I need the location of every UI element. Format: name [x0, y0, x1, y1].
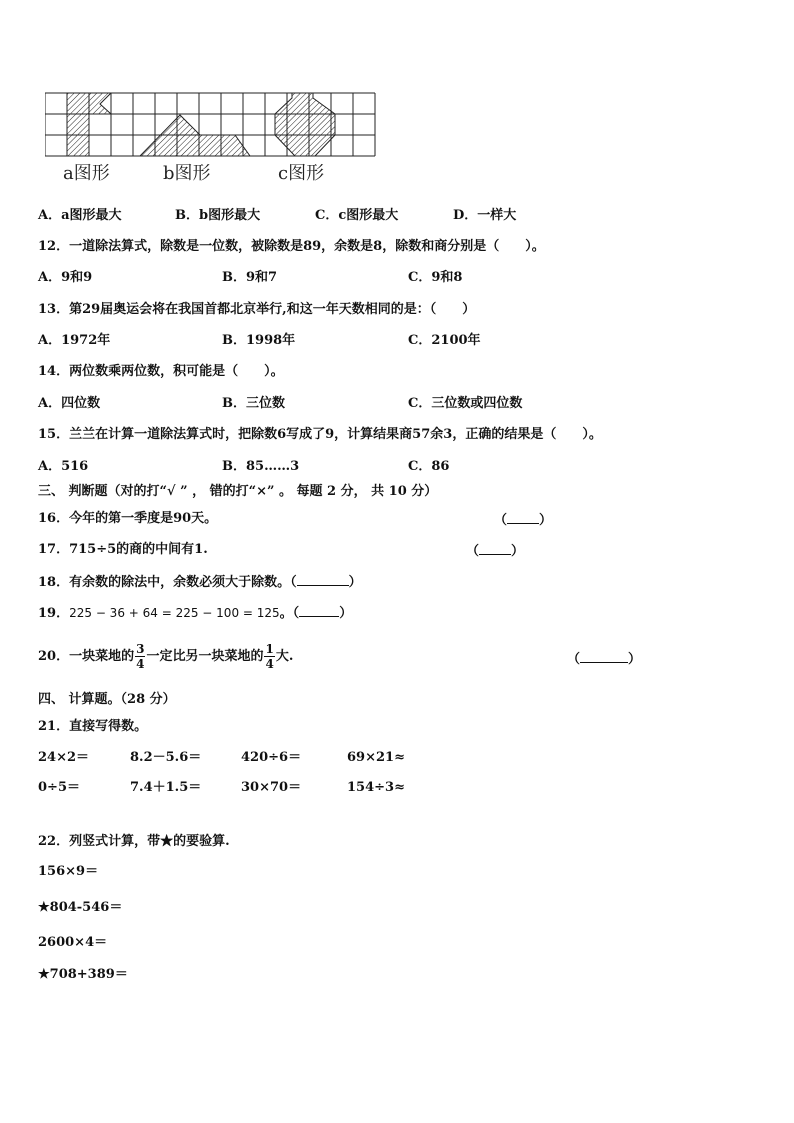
q17-paren-close: ）	[511, 544, 525, 559]
q20-blank-line[interactable]	[580, 650, 628, 663]
shapes-grid-figure	[45, 88, 385, 160]
q21-item: 420÷6＝	[241, 750, 302, 765]
q12-stem: 12．一道除法算式，除数是一位数，被除数是89，余数是8，除数和商分别是（ ）。	[38, 239, 545, 254]
q20-frac1-den: 4	[136, 657, 145, 671]
section3-title: 三、 判断题（对的打“√ ” ， 错的打“×” 。 每题 2 分， 共 10 分）	[38, 484, 438, 499]
q20-part2: 一定比另一块菜地的	[146, 649, 264, 664]
shape-a-tab	[89, 93, 111, 114]
q21-item: 30×70＝	[241, 780, 302, 795]
q22-item: ★804-546＝	[38, 900, 123, 915]
q21-item: 0÷5＝	[38, 780, 80, 795]
q20-answer-blank[interactable]	[567, 650, 641, 668]
q11-option-a[interactable]: A．a图形最大	[38, 208, 122, 223]
q14-option-b[interactable]: B．三位数	[222, 396, 285, 411]
q19-row	[38, 604, 352, 622]
q15-stem: 15．兰兰在计算一道除法算式时，把除数6写成了9，计算结果商57余3，正确的结果是（ ）。	[38, 427, 602, 442]
q21-stem: 21．直接写得数。	[38, 719, 148, 734]
q19-blank-line[interactable]	[299, 604, 339, 617]
shape-a	[67, 93, 89, 156]
q20-paren-close: ）	[628, 652, 642, 667]
q14-option-a[interactable]: A．四位数	[38, 396, 101, 411]
q12-option-b[interactable]: B．9和7	[222, 270, 278, 285]
figure-label-a: a图形	[63, 163, 110, 184]
q16-paren-open: （	[494, 513, 508, 528]
q11-option-c[interactable]: C．c图形最大	[315, 208, 399, 223]
q21-item: 24×2＝	[38, 750, 90, 765]
q17-paren-open: （	[466, 544, 480, 559]
q16-blank-line[interactable]	[507, 511, 539, 524]
q18-blank-line[interactable]	[297, 573, 349, 586]
q22-item: 156×9＝	[38, 864, 99, 879]
q14-option-c[interactable]: C．三位数或四位数	[408, 396, 523, 411]
q19-expression: 225 − 36 + 64 = 225 − 100 = 125	[69, 606, 280, 620]
q11-option-d[interactable]: D．一样大	[453, 208, 517, 223]
q15-option-c[interactable]: C．86	[408, 459, 450, 474]
q18-text: 18．有余数的除法中，余数必须大于除数。（	[38, 575, 297, 590]
q20-paren-open: （	[567, 652, 581, 667]
q20-part3: 大.	[275, 649, 294, 664]
q17-text: 17．715÷5的商的中间有1.	[38, 542, 208, 557]
q21-item: 69×21≈	[347, 750, 405, 765]
q13-option-a[interactable]: A．1972年	[38, 333, 111, 348]
figure-label-b: b图形	[163, 163, 211, 184]
q18-paren-close: ）	[348, 575, 362, 590]
q17-blank-line[interactable]	[479, 542, 511, 555]
q13-stem: 13．第29届奥运会将在我国首都北京举行,和这一年天数相同的是：（ ）	[38, 302, 476, 317]
q17-answer-blank[interactable]	[466, 542, 524, 560]
q14-stem: 14．两位数乘两位数，积可能是（ ）。	[38, 364, 284, 379]
q13-option-c[interactable]: C．2100年	[408, 333, 481, 348]
q16-paren-close: ）	[539, 513, 553, 528]
figure-label-c: c图形	[278, 163, 325, 184]
q20-part1: 20．一块菜地的	[38, 649, 135, 664]
q19-tail: 。（	[279, 606, 300, 621]
shape-c	[275, 93, 335, 156]
q15-option-b[interactable]: B．85……3	[222, 459, 300, 474]
q22-item: ★708+389＝	[38, 967, 128, 982]
q20-frac2-num: 1	[265, 642, 274, 656]
q12-option-a[interactable]: A．9和9	[38, 270, 93, 285]
q20-fraction-three-quarters	[135, 642, 145, 671]
q12-option-c[interactable]: C．9和8	[408, 270, 463, 285]
q20-frac2-den: 4	[265, 657, 274, 671]
q19-paren-close: ）	[339, 606, 353, 621]
q20-frac1-num: 3	[136, 642, 145, 656]
q16-text: 16．今年的第一季度是90天。	[38, 511, 218, 526]
q18-row	[38, 573, 362, 591]
q15-option-a[interactable]: A．516	[38, 459, 89, 474]
section4-title: 四、 计算题。（28 分）	[38, 692, 176, 707]
q19-number: 19．	[38, 606, 70, 621]
q11-option-b[interactable]: B．b图形最大	[175, 208, 261, 223]
q21-item: 154÷3≈	[347, 780, 405, 795]
q21-item: 8.2－5.6＝	[130, 750, 202, 765]
q13-option-b[interactable]: B．1998年	[222, 333, 296, 348]
q22-item: 2600×4＝	[38, 935, 108, 950]
q22-stem: 22．列竖式计算，带★的要验算.	[38, 834, 230, 849]
q20-fraction-one-quarter	[264, 642, 274, 671]
q16-answer-blank[interactable]	[494, 511, 552, 529]
q20-row	[38, 637, 293, 677]
q21-item: 7.4＋1.5＝	[130, 780, 202, 795]
